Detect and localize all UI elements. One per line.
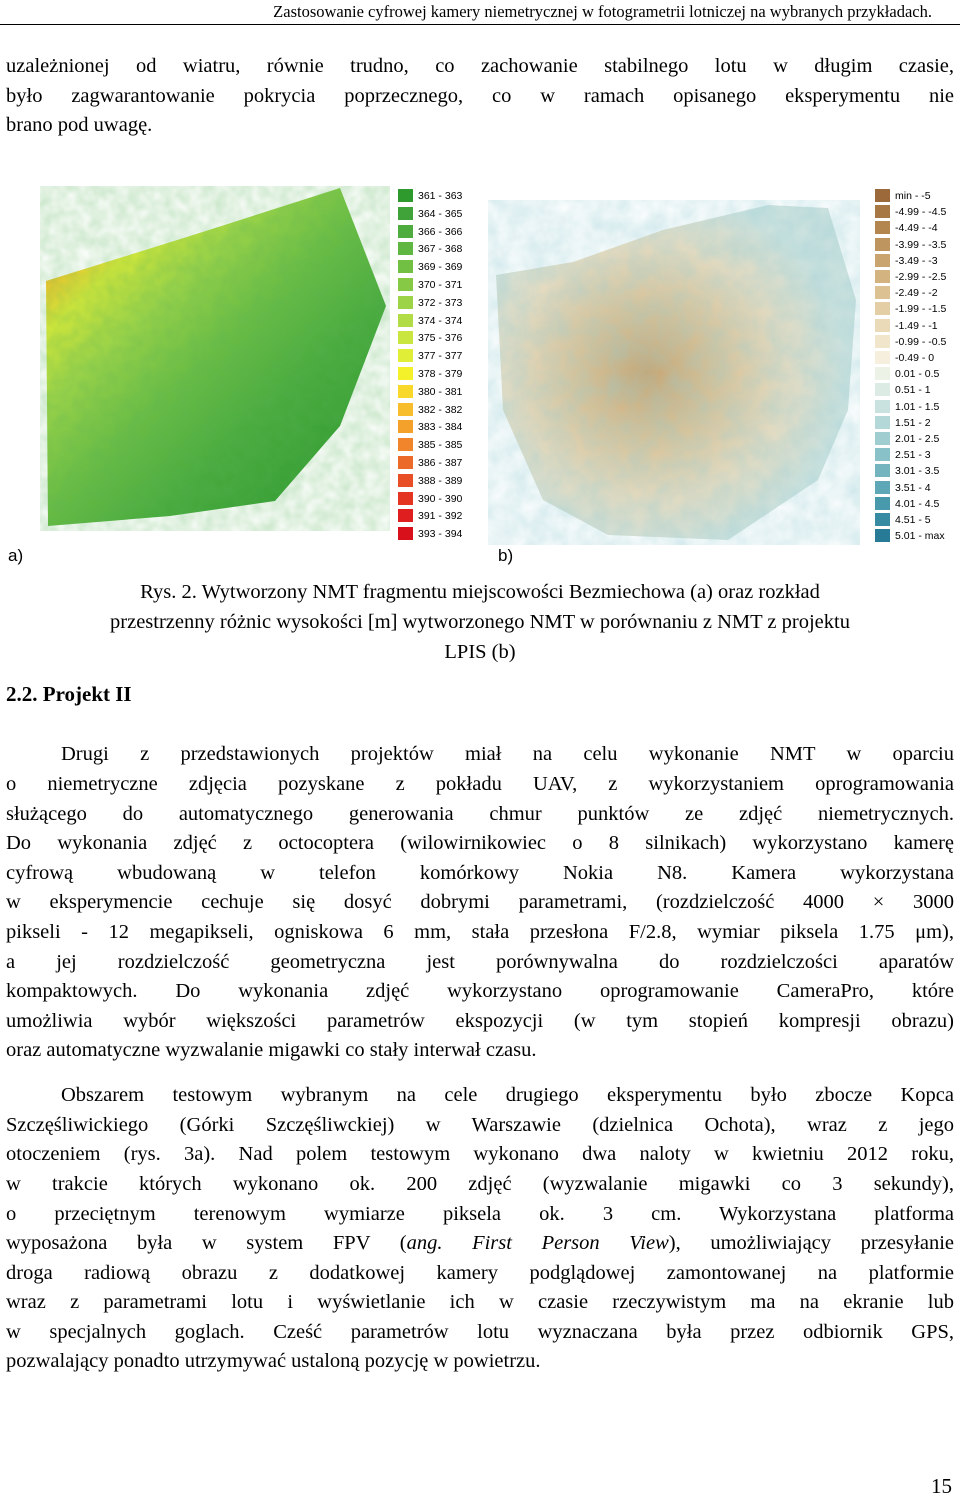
legend-swatch <box>875 335 890 348</box>
legend-swatch <box>875 205 890 218</box>
legend-swatch <box>398 260 413 273</box>
legend-swatch <box>875 481 890 494</box>
text-line: wraz z parametrami lotu i wyświetlanie ich w czasie rzeczywistym ma na ekranie lub <box>6 1291 954 1313</box>
legend-swatch <box>875 302 890 315</box>
legend-swatch <box>398 509 413 522</box>
running-title: Zastosowanie cyfrowej kamery niemetrycznej w fotogrametrii lotniczej na wybranych przykładach. <box>273 2 932 21</box>
page-number: 15 <box>931 1474 952 1498</box>
english-term: ang. First Person View <box>406 1232 669 1254</box>
legend-swatch <box>875 400 890 413</box>
legend-swatch <box>398 474 413 487</box>
legend-swatch <box>875 351 890 364</box>
legend-swatch <box>398 385 413 398</box>
intro-line: brano pod uwagę. <box>6 114 153 136</box>
figure-label-a: a) <box>8 546 24 565</box>
intro-line: uzależnionej od wiatru, równie trudno, co zachowanie stabilnego lotu w długim czasie, <box>6 55 954 77</box>
legend-swatch <box>398 331 413 344</box>
legend-a: 361 - 363 364 - 365 366 - 366 367 - 368 369 - 369 370 - 371 372 - 373 374 - 374 375 - 376 377 - 377 378 - 379 380 - 381 382 - 382 383 - 384 385 - 385 386 - 387 388 - 389 390 - 390 391 - 392 393 - 394 <box>398 189 478 539</box>
legend-swatch <box>398 456 413 469</box>
text-line: Do wykonania zdjęć z octocoptera (wilowirnikowiec o 8 silnikach) wykorzystano kamerę <box>6 832 954 854</box>
text-line: o niemetryczne zdjęcia pozyskane z pokładu UAV, z wykorzystaniem oprogramowania <box>6 773 954 795</box>
text-line: droga radiową obrazu z dodatkowej kamery podglądowej zamontowanej na platformie <box>6 1262 954 1284</box>
legend-swatch <box>875 367 890 380</box>
legend-swatch <box>875 238 890 251</box>
legend-swatch <box>398 492 413 505</box>
legend-swatch <box>398 189 413 202</box>
legend-swatch <box>398 349 413 362</box>
caption-line: Rys. 2. Wytworzony NMT fragmentu miejscowości Bezmiechowa (a) oraz rozkład <box>140 581 820 603</box>
legend-swatch <box>875 189 890 202</box>
legend-swatch <box>398 403 413 416</box>
legend-swatch <box>875 286 890 299</box>
text-line: oraz automatyczne wyzwalanie migawki co stały interwał czasu. <box>6 1039 537 1061</box>
text-line: pikseli - 12 megapikseli, ogniskowa 6 mm, stała przesłona F/2.8, wymiar piksela 1.75 μm), <box>6 921 954 943</box>
legend-swatch <box>875 497 890 510</box>
legend-swatch <box>398 225 413 238</box>
legend-b: min - -5 -4.99 - -4.5 -4.49 - -4 -3.99 - -3.5 -3.49 - -3 -2.99 - -2.5 -2.49 - -2 -1.99 - -1.5 -1.49 - -1 -0.99 - -0.5 -0.49 - 0 0.01 - 0.5 0.51 - 1 1.01 - 1.5 1.51 - 2 2.01 - 2.5 2.51 - 3 3.01 - 3.5 3.51 - 4 4.01 - 4.5 4.51 - 5 5.01 - max <box>875 189 960 549</box>
legend-swatch <box>398 420 413 433</box>
height-diff-map-b <box>488 200 860 545</box>
caption-line: LPIS (b) <box>444 641 516 663</box>
text-line: w eksperymencie cechuje się dosyć dobrymi parametrami, (rozdzielczość 4000 × 3000 <box>6 891 954 913</box>
text-line: pozwalający ponadto utrzymywać ustaloną pozycję w powietrzu. <box>6 1350 541 1372</box>
text-line: a jej rozdzielczość geometryczna jest porównywalna do rozdzielczości aparatów <box>6 951 954 973</box>
text-line: w specjalnych goglach. Cześć parametrów lotu wyznaczana była przez odbiornik GPS, <box>6 1321 954 1343</box>
legend-swatch <box>875 464 890 477</box>
text-line: umożliwia wybór większości parametrów ekspozycji (w tym stopień kompresji obrazu) <box>6 1010 954 1032</box>
legend-swatch <box>398 296 413 309</box>
legend-swatch <box>398 207 413 220</box>
legend-swatch <box>875 254 890 267</box>
figure-label-b: b) <box>498 546 514 565</box>
text-line: Drugi z przedstawionych projektów miał na celu wykonanie NMT w oparciu <box>61 743 954 765</box>
legend-swatch <box>398 367 413 380</box>
text-line: wyposażona była w system FPV (ang. First Person View), umożliwiający przesyłanie <box>6 1232 954 1254</box>
caption-line: przestrzenny różnic wysokości [m] wytworzonego NMT w porównaniu z NMT z projektu <box>110 611 850 633</box>
legend-swatch <box>875 383 890 396</box>
legend-swatch <box>398 278 413 291</box>
legend-swatch <box>875 432 890 445</box>
legend-swatch <box>398 527 413 540</box>
legend-swatch <box>875 270 890 283</box>
legend-swatch <box>875 416 890 429</box>
legend-swatch <box>398 242 413 255</box>
legend-swatch <box>398 314 413 327</box>
legend-swatch <box>875 221 890 234</box>
legend-swatch <box>398 438 413 451</box>
text-line: Szczęśliwickiego (Górki Szczęśliwckiej) w Warszawie (dzielnica Ochota), wraz z jego <box>6 1114 954 1136</box>
text-line: służącego do automatycznego generowania chmur punktów ze zdjęć niemetrycznych. <box>6 803 954 825</box>
legend-swatch <box>875 448 890 461</box>
text-line: cyfrową wbudowaną w telefon komórkowy Nokia N8. Kamera wykorzystana <box>6 862 954 884</box>
section-heading: 2.2. Projekt II <box>6 682 132 706</box>
text-line: kompaktowych. Do wykonania zdjęć wykorzystano oprogramowanie CameraPro, które <box>6 980 954 1002</box>
dem-map-a <box>40 186 390 531</box>
intro-line: było zagwarantowanie pokrycia poprzecznego, co w ramach opisanego eksperymentu nie <box>6 85 954 107</box>
text-line: Obszarem testowym wybranym na cele drugiego eksperymentu było zbocze Kopca <box>61 1084 954 1106</box>
text-line: o przeciętnym terenowym wymiarze piksela ok. 3 cm. Wykorzystana platforma <box>6 1203 954 1225</box>
text-line: w trakcie których wykonano ok. 200 zdjęć (wyzwalanie migawki co 3 sekundy), <box>6 1173 954 1195</box>
legend-swatch <box>875 513 890 526</box>
legend-swatch <box>875 319 890 332</box>
text-line: otoczeniem (rys. 3a). Nad polem testowym wykonano dwa naloty w kwietniu 2012 roku, <box>6 1143 954 1165</box>
legend-swatch <box>875 529 890 542</box>
running-header <box>0 0 960 25</box>
